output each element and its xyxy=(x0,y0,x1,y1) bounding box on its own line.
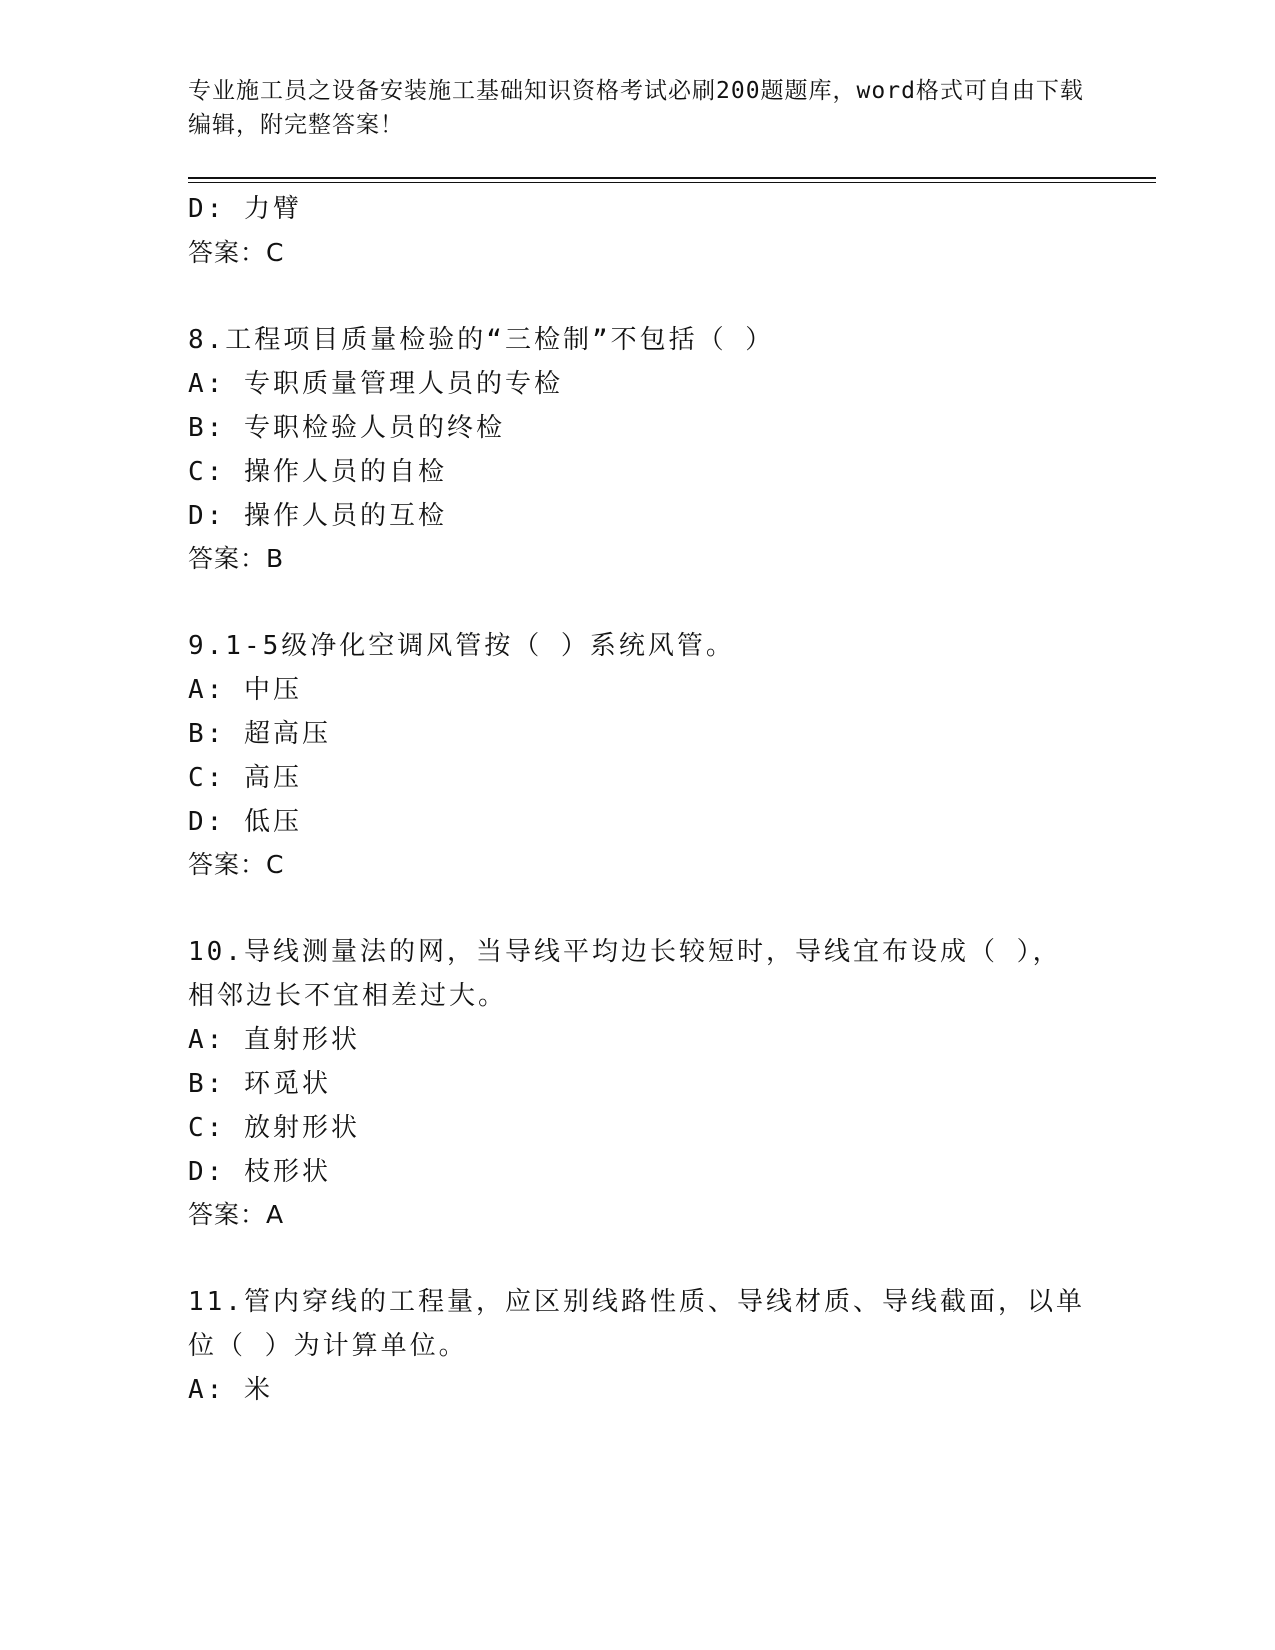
question-10-answer: 答案：A xyxy=(188,1200,285,1229)
question-9-text: 9.1-5级净化空调风管按（ ）系统风管。 xyxy=(188,631,735,661)
question-10-option-a: A: 直射形状 xyxy=(188,1025,360,1055)
question-11-option-a: A: 米 xyxy=(188,1375,273,1405)
question-11-text-line1: 11.管内穿线的工程量，应区别线路性质、导线材质、导线截面，以单 xyxy=(188,1287,1085,1317)
question-8-answer: 答案：B xyxy=(188,544,285,573)
question-8-option-d: D: 操作人员的互检 xyxy=(188,501,447,531)
header-rule-thick xyxy=(188,177,1156,179)
question-8-text: 8.工程项目质量检验的“三检制”不包括（ ） xyxy=(188,325,775,355)
question-11-text-line2: 位（ ）为计算单位。 xyxy=(188,1331,468,1361)
question-10-option-b: B: 环觅状 xyxy=(188,1069,331,1099)
question-8-option-c: C: 操作人员的自检 xyxy=(188,457,447,487)
question-9-option-b: B: 超高压 xyxy=(188,719,331,749)
question-10-option-c: C: 放射形状 xyxy=(188,1113,360,1143)
question-10-text-line1: 10.导线测量法的网，当导线平均边长较短时，导线宜布设成（ ）， xyxy=(188,937,1062,967)
question-10-text-line2: 相邻边长不宜相差过大。 xyxy=(188,981,508,1011)
question-8-option-a: A: 专职质量管理人员的专检 xyxy=(188,369,563,399)
option-d-prev: D: 力臂 xyxy=(188,194,302,224)
question-9-option-c: C: 高压 xyxy=(188,763,302,793)
question-10-option-d: D: 枝形状 xyxy=(188,1157,331,1187)
question-9-option-d: D: 低压 xyxy=(188,807,302,837)
question-9-option-a: A: 中压 xyxy=(188,675,302,705)
document-header: 专业施工员之设备安装施工基础知识资格考试必刷200题题库，word格式可自由下载编辑，附完整答案！ xyxy=(188,78,1084,138)
header-rule-thin xyxy=(188,182,1156,183)
question-9-answer: 答案：C xyxy=(188,850,285,879)
answer-prev: 答案：C xyxy=(188,238,285,267)
question-8-option-b: B: 专职检验人员的终检 xyxy=(188,413,505,443)
